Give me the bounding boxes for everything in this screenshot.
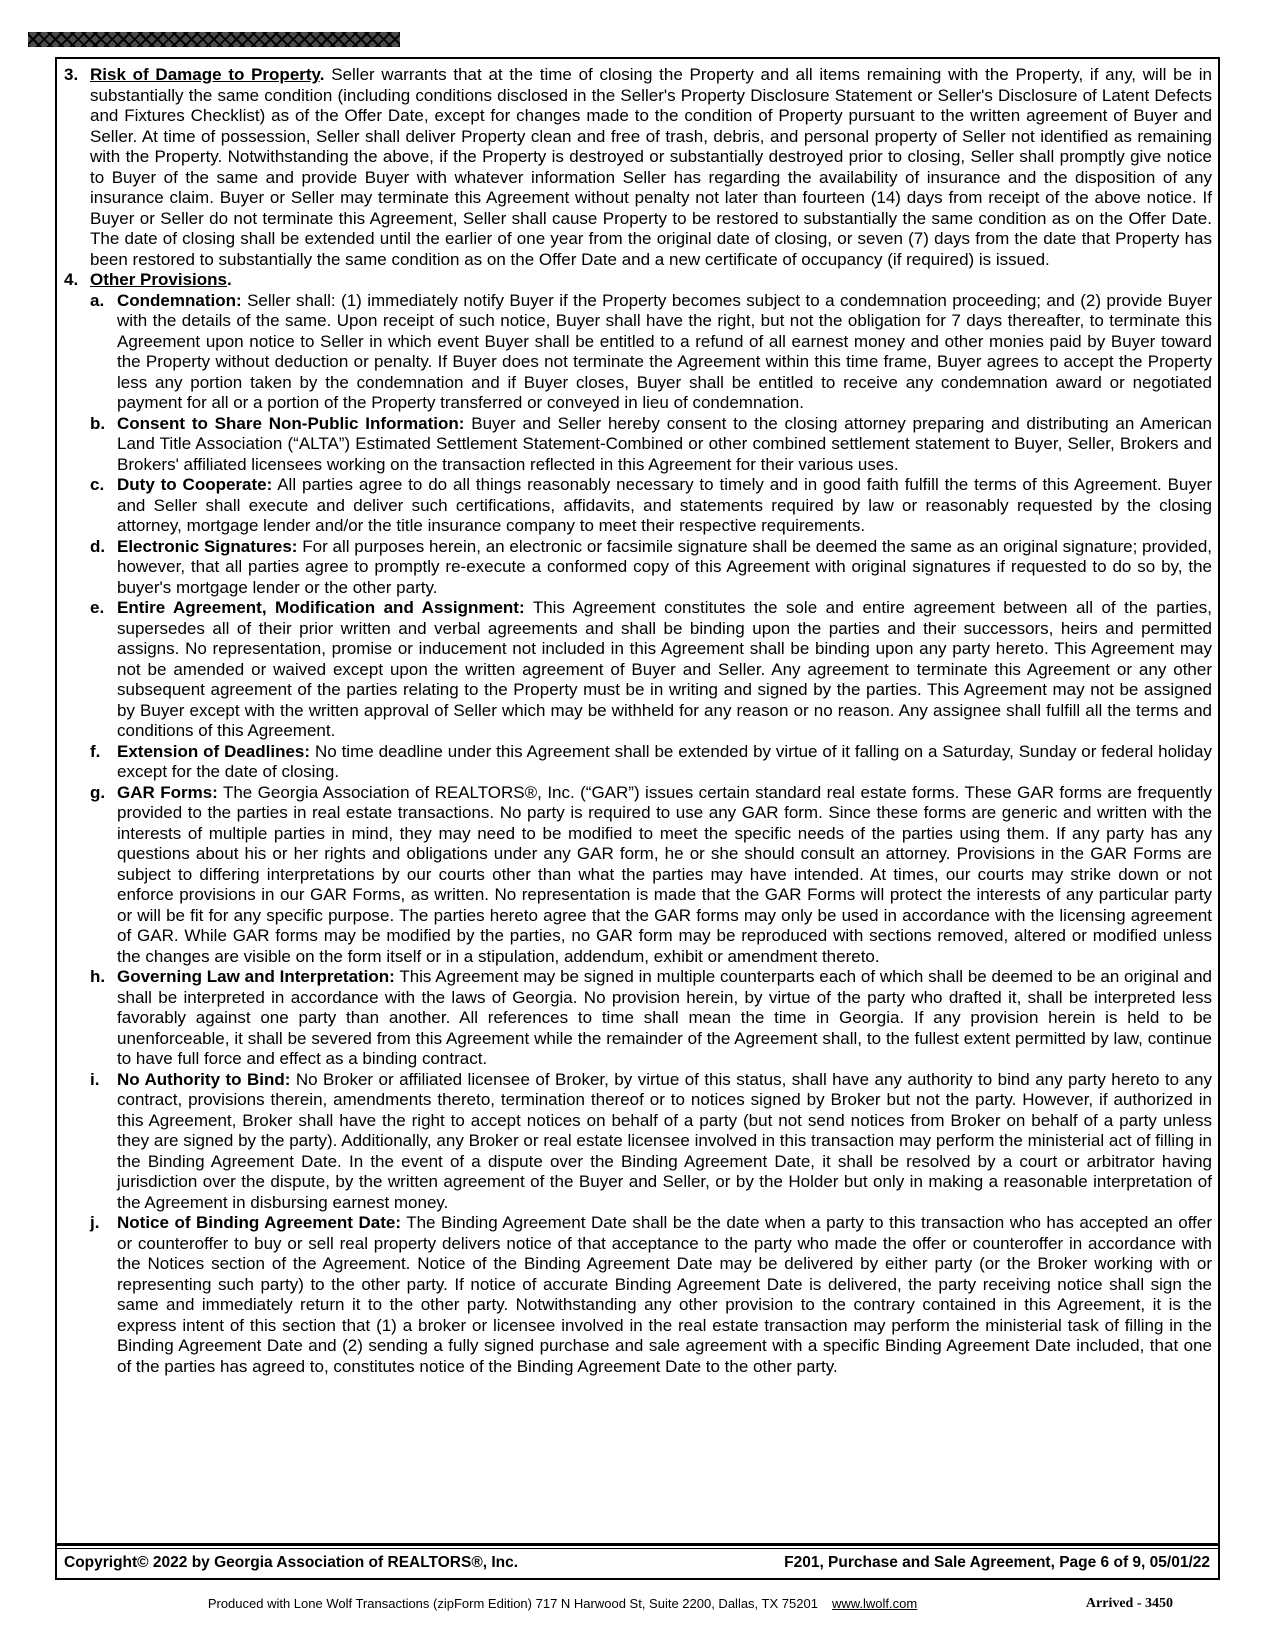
redaction-bar xyxy=(28,32,400,47)
subsection-letter: e. xyxy=(90,598,105,617)
section-title-period: . xyxy=(226,270,232,289)
subsection-label: Extension of Deadlines: xyxy=(117,741,311,761)
section-risk-of-damage xyxy=(64,65,1212,270)
subsection-letter: f. xyxy=(90,741,101,761)
subsection-duty-to-cooperate xyxy=(90,475,1212,537)
subsection-body: All parties agree to do all things reasonably necessary to timely and in good faith fulfill the terms of this Agreement. Buyer and Seller shall execute and deliver such certifications, affidavits, and statements required by law or reasonably requested by the closing attorney, mortgage lender and/or the title insurance company to meet their respective requirements. xyxy=(117,475,1212,535)
subsection-body: Buyer and Seller hereby consent to the closing attorney preparing and distributing an American Land Title Association (“ALTA”) Estimated Settlement Statement-Combined or other combined settlement statement to Buyer, Seller, Brokers and Brokers' affiliated licensees working on the transaction reflected in this Agreement for their various uses. xyxy=(117,413,1212,474)
section-body: Seller warrants that at the time of closing the Property and all items remaining with the Property, if any, will be in substantially the same condition (including conditions disclosed in the Seller's Property Disclosure Statement or Seller's Disclosure of Latent Defects and Fixtures Checklist) as of the Offer Date, except for changes made to the condition of Property pursuant to the written agreement of Buyer and Seller. At time of possession, Seller shall deliver Property clean and free of trash, debris, and personal property of Seller not identified as remaining with the Property. Notwithstanding the above, if the Property is destroyed or substantially destroyed prior to closing, Seller shall promptly give notice to Buyer of the same and provide Buyer with whatever information Seller has regarding the availability of insurance and the disposition of any insurance claim. Buyer or Seller may terminate this Agreement without penalty not later than fourteen (14) days from receipt of the above notice. If Buyer or Seller do not terminate this Agreement, Seller shall cause Property to be restored to substantially the same condition as on the Offer Date. The date of closing shall be extended until the earlier of one year from the original date of closing, or seven (7) days from the date that Property has been restored to substantially the same condition as on the Offer Date and a new certificate of occupancy (if required) is issued. xyxy=(90,65,1212,269)
subsection-body: The Georgia Association of REALTORS®, Inc. (“GAR”) issues certain standard real estate forms. These GAR forms are frequently provided to the parties in real estate transactions. No party is required to use any GAR form. Since these forms are generic and written with the interests of multiple parties in mind, they may need to be modified to meet the specific needs of the parties using them. If any party has any questions about his or her rights and obligations under any GAR form, he or she should consult an attorney. Provisions in the GAR Forms are subject to differing interpretations by our courts other than what the parties may have intended. At times, our courts may strike down or not enforce provisions in our GAR Forms, as written. No representation is made that the GAR Forms will protect the interests of any particular party or will be fit for any specific purpose. The parties hereto agree that the GAR forms may only be used in accordance with the licensing agreement of GAR. While GAR forms may be modified by the parties, no GAR form may be reproduced with sections removed, altered or modified unless the changes are visible on the form itself or in a stipulation, addendum, exhibit or amendment thereto. xyxy=(117,782,1212,966)
subsection-label: Governing Law and Interpretation: xyxy=(117,967,395,986)
subsection-label: No Authority to Bind: xyxy=(117,1069,291,1089)
subsection-letter: h. xyxy=(90,967,106,986)
agreement-body xyxy=(64,65,1212,1541)
section-other-provisions xyxy=(64,270,1212,1377)
section-title: Risk of Damage to Property xyxy=(90,65,320,84)
subsection-body: This Agreement may be signed in multiple counterparts each of which shall be deemed to be an original and shall be interpreted in accordance with the laws of Georgia. No provision herein, by virtue of the party who drafted it, shall be interpreted less favorably against one party than another. All references to time shall mean the time in Georgia. If any provision herein is held to be unenforceable, it shall be severed from this Agreement while the remainder of the Agreement shall, to the fullest extent permitted by law, continue to have full force and effect as a binding contract. xyxy=(117,967,1212,1068)
page-footer xyxy=(64,1541,1212,1578)
subsection-letter: a. xyxy=(90,290,105,310)
subsection-body: This Agreement constitutes the sole and entire agreement between all of the parties, supersedes all of their prior written and verbal agreements and shall be binding upon the parties and their successors, heirs and permitted assigns. No representation, promise or inducement not included in this Agreement shall be binding upon any party hereto. This Agreement may not be amended or waived except upon the written agreement of Buyer and Seller. Any agreement to terminate this Agreement or any other subsequent agreement of the parties relating to the Property must be in writing and signed by the parties. This Agreement may not be assigned by Buyer except with the written approval of Seller which may be withheld for any reason or no reason. Any assignee shall fulfill all the terms and conditions of this Agreement. xyxy=(117,598,1212,740)
subsection-letter: b. xyxy=(90,413,106,433)
subsection-label: Electronic Signatures: xyxy=(117,536,298,556)
section-number: 4. xyxy=(64,270,79,289)
subsection-letter: j. xyxy=(90,1213,100,1232)
subsection-governing-law xyxy=(90,967,1212,1070)
arrived-stamp: Arrived - 3450 xyxy=(1085,1596,1173,1611)
subsection-body: The Binding Agreement Date shall be the date when a party to this transaction who has accepted an offer or counteroffer to buy or sell real property delivers notice of that acceptance to the party who made the offer or counteroffer in accordance with the Notices section of the Agreement. Notice of the Binding Agreement Date may be delivered by either party (or the Broker working with or representing such party) to the other party. If notice of accurate Binding Agreement Date is delivered, the party receiving notice shall sign the same and immediately return it to the other party. Notwithstanding any other provision to the contrary contained in this Agreement, it is the express intent of this section that (1) a broker or licensee involved in the real estate transaction may perform the ministerial task of filling in the Binding Agreement Date and (2) sending a fully signed purchase and sale agreement with a specific Binding Agreement Date included, that one of the parties has agreed to, constitutes notice of the Binding Agreement Date to the other party. xyxy=(117,1213,1212,1376)
subsection-label: Duty to Cooperate: xyxy=(117,475,273,494)
subsection-label: Notice of Binding Agreement Date: xyxy=(117,1213,401,1232)
subsection-letter: c. xyxy=(90,475,105,494)
subsection-no-authority-to-bind xyxy=(90,1070,1212,1214)
subsection-body: Seller shall: (1) immediately notify Buyer if the Property becomes subject to a condemnation proceeding; and (2) provide Buyer with the details of the same. Upon receipt of such notice, Buyer shall have the right, but not the obligation for 7 days thereafter, to terminate this Agreement upon notice to Seller in which event Buyer shall be entitled to a refund of all earnest money and other monies paid by Buyer toward the Property without deduction or penalty. If Buyer does not terminate the Agreement within this time frame, Buyer agrees to accept the Property less any portion taken by the condemnation and if Buyer closes, Buyer shall be entitled to receive any condemnation award or negotiated payment for all or a portion of the Property transferred or conveyed in lieu of condemnation. xyxy=(117,290,1212,412)
subsection-letter: d. xyxy=(90,536,106,556)
produced-line xyxy=(0,1596,1275,1612)
subsection-body: No Broker or affiliated licensee of Broker, by virtue of this status, shall have any authority to bind any party hereto to any contract, provisions therein, amendments thereto, termination thereof or to notices signed by Broker but not the party. However, if authorized in this Agreement, Broker shall have the right to accept notices on behalf of a party (but not send notices from Broker on behalf of a party unless they are signed by the party). Additionally, any Broker or real estate licensee involved in this transaction may perform the ministerial act of filling in the Binding Agreement Date. In the event of a dispute over the Binding Agreement Date, it shall be resolved by a court or arbitrator having jurisdiction over the dispute, by the written agreement of the Buyer and Seller, or by the Holder but only in making a reasonable interpretation of the Agreement in disbursing earnest money. xyxy=(117,1069,1212,1212)
subsection-extension-of-deadlines xyxy=(90,742,1212,783)
subsection-label: Consent to Share Non-Public Information: xyxy=(117,413,465,433)
section-title-period: . xyxy=(319,65,325,84)
subsection-label: Condemnation: xyxy=(117,290,242,310)
agreement-page-frame xyxy=(55,57,1220,1580)
subsection-body: No time deadline under this Agreement shall be extended by virtue of it falling on a Saturday, Sunday or federal holiday except for the date of closing. xyxy=(117,741,1212,781)
subsection-notice-of-binding-agreement-date xyxy=(90,1213,1212,1377)
subsection-letter: i. xyxy=(90,1069,100,1089)
produced-text: Produced with Lone Wolf Transactions (zipForm Edition) 717 N Harwood St, Suite 2200, Dallas, TX 75201 xyxy=(207,1596,818,1611)
lwolf-link[interactable]: www.lwolf.com xyxy=(831,1596,918,1611)
subsection-body: For all purposes herein, an electronic or facsimile signature shall be deemed the same as an original signature; provided, however, that all parties agree to promptly re-execute a conformed copy of this Agreement with original signatures if requested to do so by, the buyer's mortgage lender or the other party. xyxy=(117,536,1212,597)
subsection-electronic-signatures xyxy=(90,537,1212,599)
form-reference: F201, Purchase and Sale Agreement, Page 6 of 9, 05/01/22 xyxy=(784,1554,1210,1571)
section-number: 3. xyxy=(64,65,79,84)
copyright-text: Copyright© 2022 by Georgia Association of REALTORS®, Inc. xyxy=(64,1554,519,1571)
section-title: Other Provisions xyxy=(90,270,227,289)
subsection-gar-forms xyxy=(90,783,1212,968)
subsection-consent-to-share xyxy=(90,414,1212,476)
subsection-letter: g. xyxy=(90,782,106,802)
subsection-condemnation xyxy=(90,291,1212,414)
subsection-label: GAR Forms: xyxy=(117,782,218,802)
subsection-label: Entire Agreement, Modification and Assignment: xyxy=(117,598,525,617)
subsection-entire-agreement xyxy=(90,598,1212,742)
